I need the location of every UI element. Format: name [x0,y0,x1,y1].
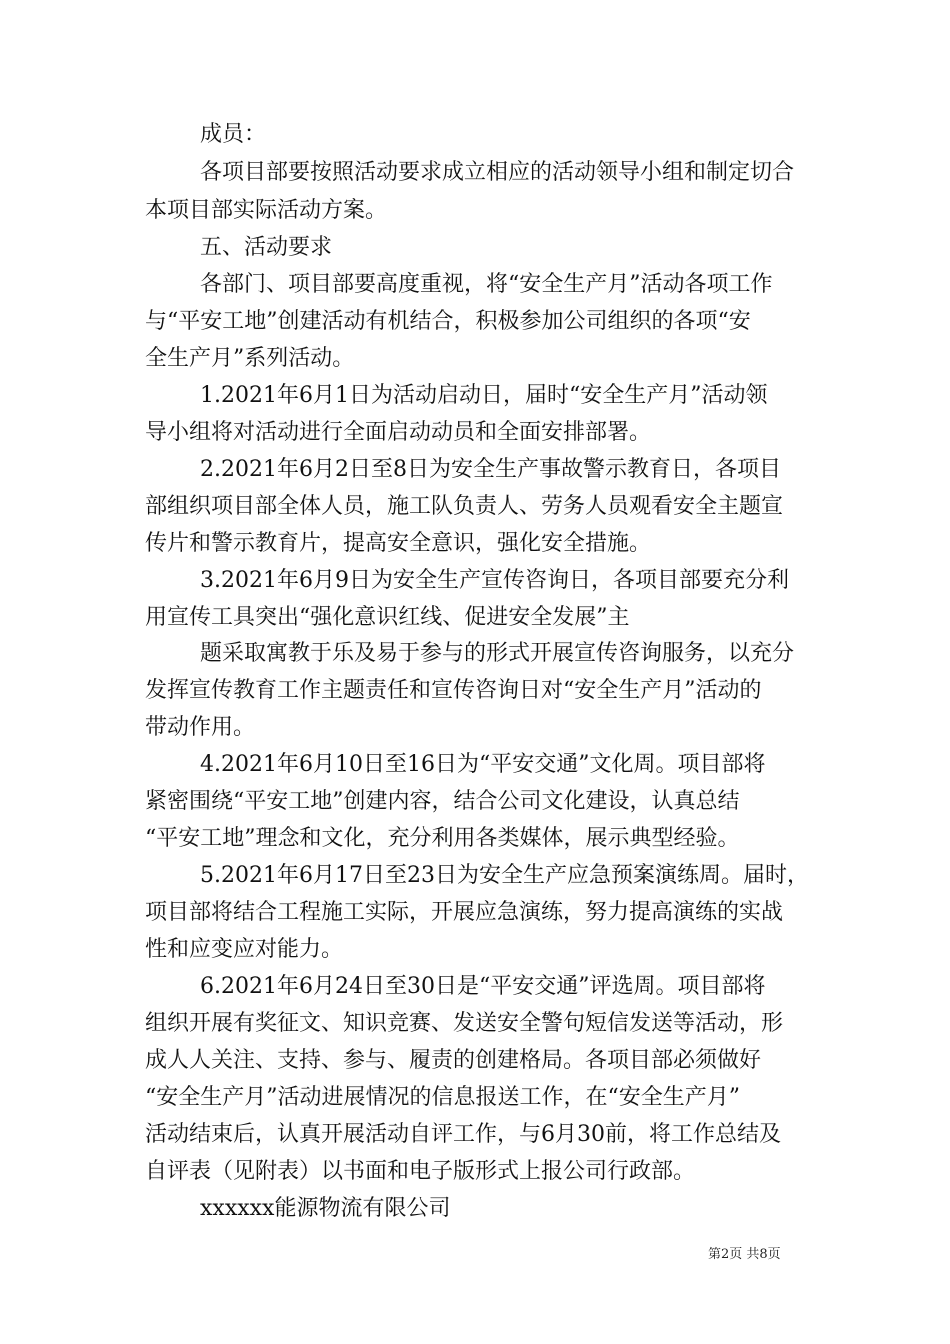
text-line: 3.2021年6月9日为安全生产宣传咨询日，各项目部要充分利 [200,568,789,593]
text-line: 成员： [200,122,267,147]
text-line: 传片和警示教育片，提高安全意识，强化安全措施。 [145,531,652,556]
text-line: “平安工地”理念和文化，充分利用各类媒体，展示典型经验。 [145,826,740,851]
text-line: 4.2021年6月10日至16日为“平安交通”文化周。项目部将 [200,752,766,777]
text-line: 与“平安工地”创建活动有机结合，积极参加公司组织的各项“安 [145,309,751,334]
text-line: 自评表（见附表）以书面和电子版形式上报公司行政部。 [145,1159,696,1184]
text-line: 发挥宣传教育工作主题责任和宣传咨询日对“安全生产月”活动的 [145,678,762,703]
text-line: 各项目部要按照活动要求成立相应的活动领导小组和制定切合 [200,160,795,185]
text-line: 导小组将对活动进行全面启动动员和全面安排部署。 [145,420,652,445]
text-line: 部组织项目部全体人员，施工队负责人、劳务人员观看安全主题宣 [145,494,784,519]
text-line: 活动结束后，认真开展活动自评工作，与6月30前，将工作总结及 [145,1122,781,1147]
text-line: 组织开展有奖征文、知识竞赛、发送安全警句短信发送等活动，形 [145,1011,784,1036]
text-line: 各部门、项目部要高度重视，将“安全生产月”活动各项工作 [200,272,773,297]
text-line: 项目部将结合工程施工实际，开展应急演练，努力提高演练的实战 [145,900,784,925]
section-heading: 五、活动要求 [200,235,333,260]
text-line: 6.2021年6月24日至30日是“平安交通”评选周。项目部将 [200,974,766,999]
text-line: 带动作用。 [145,715,256,740]
text-line: 题采取寓教于乐及易于参与的形式开展宣传咨询服务，以充分 [200,641,795,666]
text-line: 1.2021年6月1日为活动启动日，届时“安全生产月”活动领 [200,383,768,408]
text-line: 全生产月”系列活动。 [145,346,355,371]
text-line: 成人人关注、支持、参与、履责的创建格局。各项目部必须做好 [145,1048,762,1073]
text-line: “安全生产月”活动进展情况的信息报送工作，在“安全生产月” [145,1085,740,1110]
text-line: 性和应变应对能力。 [145,937,344,962]
text-line: 2.2021年6月2日至8日为安全生产事故警示教育日，各项目 [200,457,781,482]
text-line: 本项目部实际活动方案。 [145,198,388,223]
page-number-footer: 第2页 共8页 [708,1247,781,1262]
company-signature: xxxxxx能源物流有限公司 [200,1196,451,1221]
text-line: 5.2021年6月17日至23日为安全生产应急预案演练周。届时， [200,863,809,888]
text-line: 用宣传工具突出“强化意识红线、促进安全发展”主 [145,605,630,630]
text-line: 紧密围绕“平安工地”创建内容，结合公司文化建设，认真总结 [145,789,740,814]
